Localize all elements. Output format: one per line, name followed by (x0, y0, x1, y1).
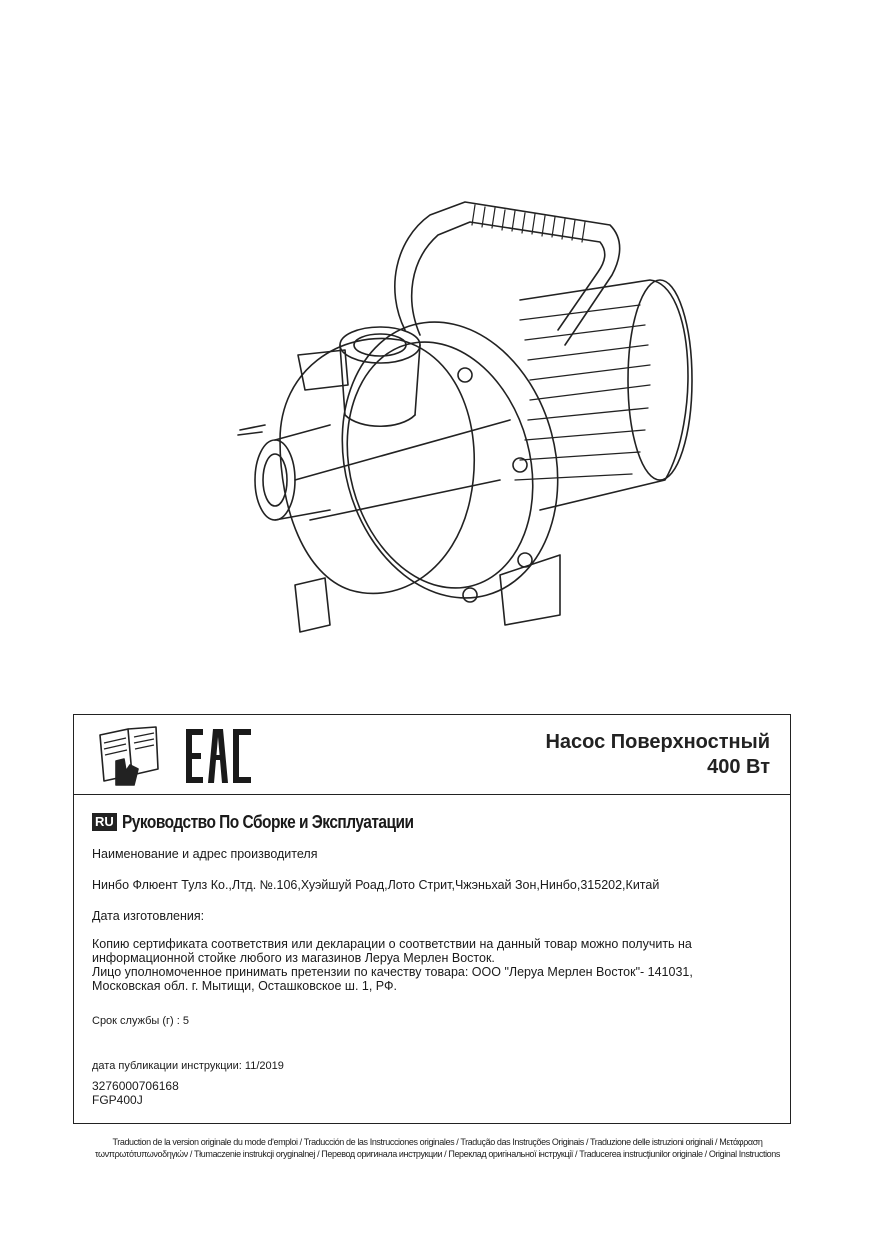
product-title-line1: Насос Поверхностный (545, 731, 770, 753)
certificate-line: информационной стойке любого из магазинов Леруа Мерлен Восток. (92, 951, 495, 965)
certificate-text (92, 937, 770, 993)
claims-line: Московская обл. г. Мытищи, Осташковское ш. 1, РФ. (92, 979, 397, 993)
manufacturer-label: Наименование и адрес производителя (92, 847, 318, 861)
translation-note (0, 1137, 875, 1160)
manual-heading: Руководство По Сборке и Эксплуатации (121, 811, 414, 832)
translation-note-line: Traduction de la version originale du mode d'emploi / Traducción de las Instrucciones originales / Tradução das Instruções Originais / Traduzione delle istruzioni originali / Μετάφραση (112, 1137, 763, 1147)
service-life: Срок службы (г) : 5 (92, 1015, 189, 1027)
manufacture-date-label: Дата изготовления: (92, 909, 205, 923)
panel-header (74, 715, 790, 795)
model-code: FGP400J (92, 1093, 143, 1107)
ean-code: 3276000706168 (92, 1079, 179, 1093)
claims-line: Лицо уполномоченное принимать претензии по качеству товара: ООО "Леруа Мерлен Восток"- 141031, (92, 965, 693, 979)
product-info-panel (73, 714, 791, 1124)
publication-date: дата публикации инструкции: 11/2019 (92, 1060, 284, 1072)
eac-certification-mark (186, 729, 252, 783)
translation-note-line: τωνπρωτότυπωνοδηγιών / Tłumaczenie instrukcji oryginalnej / Перевод оригинала инструкции / Переклад оригінальної інструкції / Traducerea instrucţiunilor originale / Original Instructions (95, 1148, 780, 1159)
read-manual-icon (96, 725, 166, 787)
product-title-line2: 400 Вт (707, 756, 770, 778)
manufacturer-address: Нинбо Флюент Тулз Ко.,Лтд. №.106,Хуэйшуй Роад,Лото Стрит,Чжэньхай Зон,Нинбо,315202,Китай (92, 878, 660, 892)
product-title (545, 730, 770, 780)
pump-illustration (220, 180, 700, 660)
certificate-line: Копию сертификата соответствия или декларации о соответствии на данный товар можно получить на (92, 937, 692, 951)
panel-body (74, 795, 790, 1107)
manual-heading-row (92, 809, 770, 835)
language-badge: RU (92, 813, 117, 831)
